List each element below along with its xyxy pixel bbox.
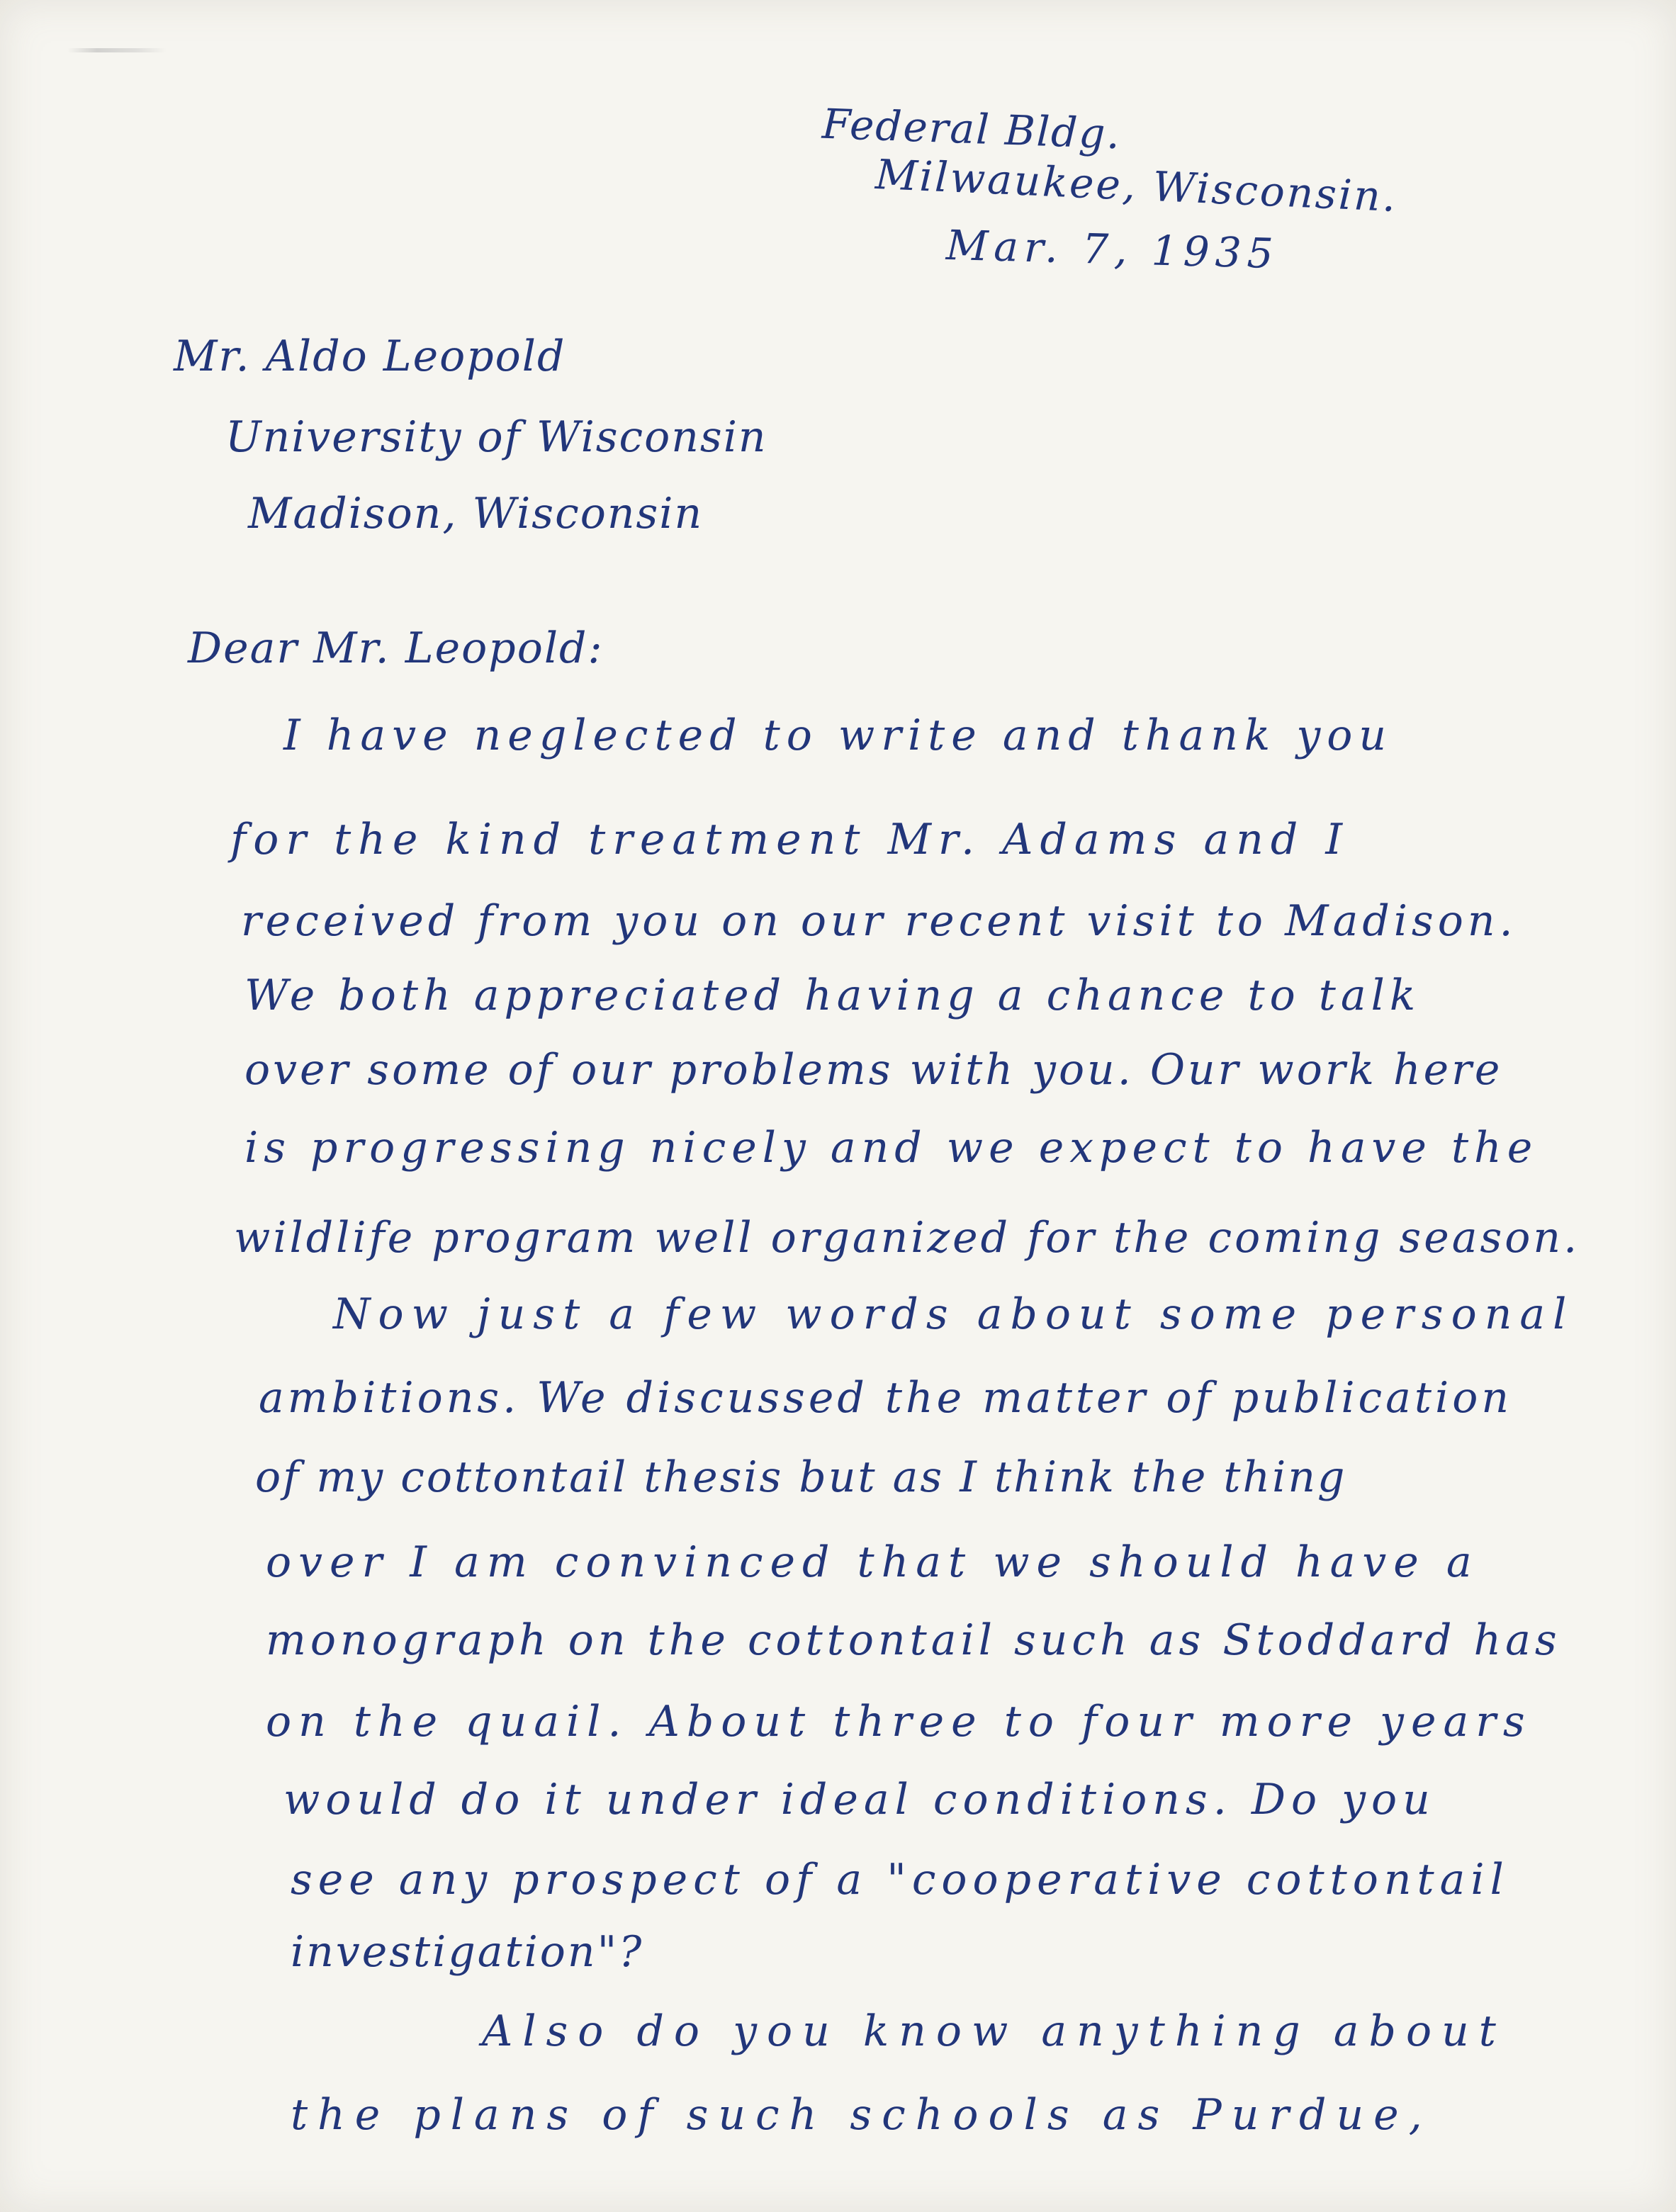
- body-line: ambitions. We discussed the matter of publication: [259, 1373, 1512, 1423]
- body-line: investigation"?: [291, 1927, 644, 1977]
- body-line: Now just a few words about some personal: [333, 1290, 1575, 1339]
- body-line: would do it under ideal conditions. Do you: [283, 1775, 1436, 1824]
- body-line: see any prospect of a "cooperative cottontail: [291, 1855, 1509, 1905]
- recipient-city: Madison, Wisconsin: [248, 489, 704, 538]
- recipient-institution: University of Wisconsin: [225, 412, 767, 462]
- body-line: for the kind treatment Mr. Adams and I: [230, 815, 1350, 864]
- body-line: over some of our problems with you. Our work here: [244, 1045, 1503, 1095]
- body-line: We both appreciated having a chance to talk: [244, 971, 1421, 1020]
- body-line: the plans of such schools as Purdue,: [291, 2090, 1432, 2140]
- body-line: over I am convinced that we should have a: [266, 1537, 1479, 1587]
- body-line: monograph on the cottontail such as Stoddard has: [266, 1615, 1561, 1665]
- body-line: wildlife program well organized for the coming season.: [234, 1213, 1580, 1263]
- return-address-line2: Milwaukee, Wisconsin.: [874, 149, 1399, 222]
- salutation: Dear Mr. Leopold:: [188, 623, 604, 673]
- recipient-name: Mr. Aldo Leopold: [174, 332, 566, 381]
- body-line: I have neglected to write and thank you: [283, 711, 1393, 760]
- body-line: on the quail. About three to four more years: [266, 1697, 1532, 1747]
- return-address-line1: Federal Bldg.: [821, 99, 1123, 159]
- body-line: Also do you know anything about: [482, 2007, 1506, 2056]
- body-line: is progressing nicely and we expect to have the: [244, 1123, 1539, 1173]
- body-line: received from you on our recent visit to Madison.: [241, 896, 1517, 946]
- body-line: of my cottontail thesis but as I think the thing: [255, 1452, 1347, 1502]
- letter-date: Mar. 7, 1935: [945, 220, 1280, 278]
- staple-mark: [67, 48, 167, 52]
